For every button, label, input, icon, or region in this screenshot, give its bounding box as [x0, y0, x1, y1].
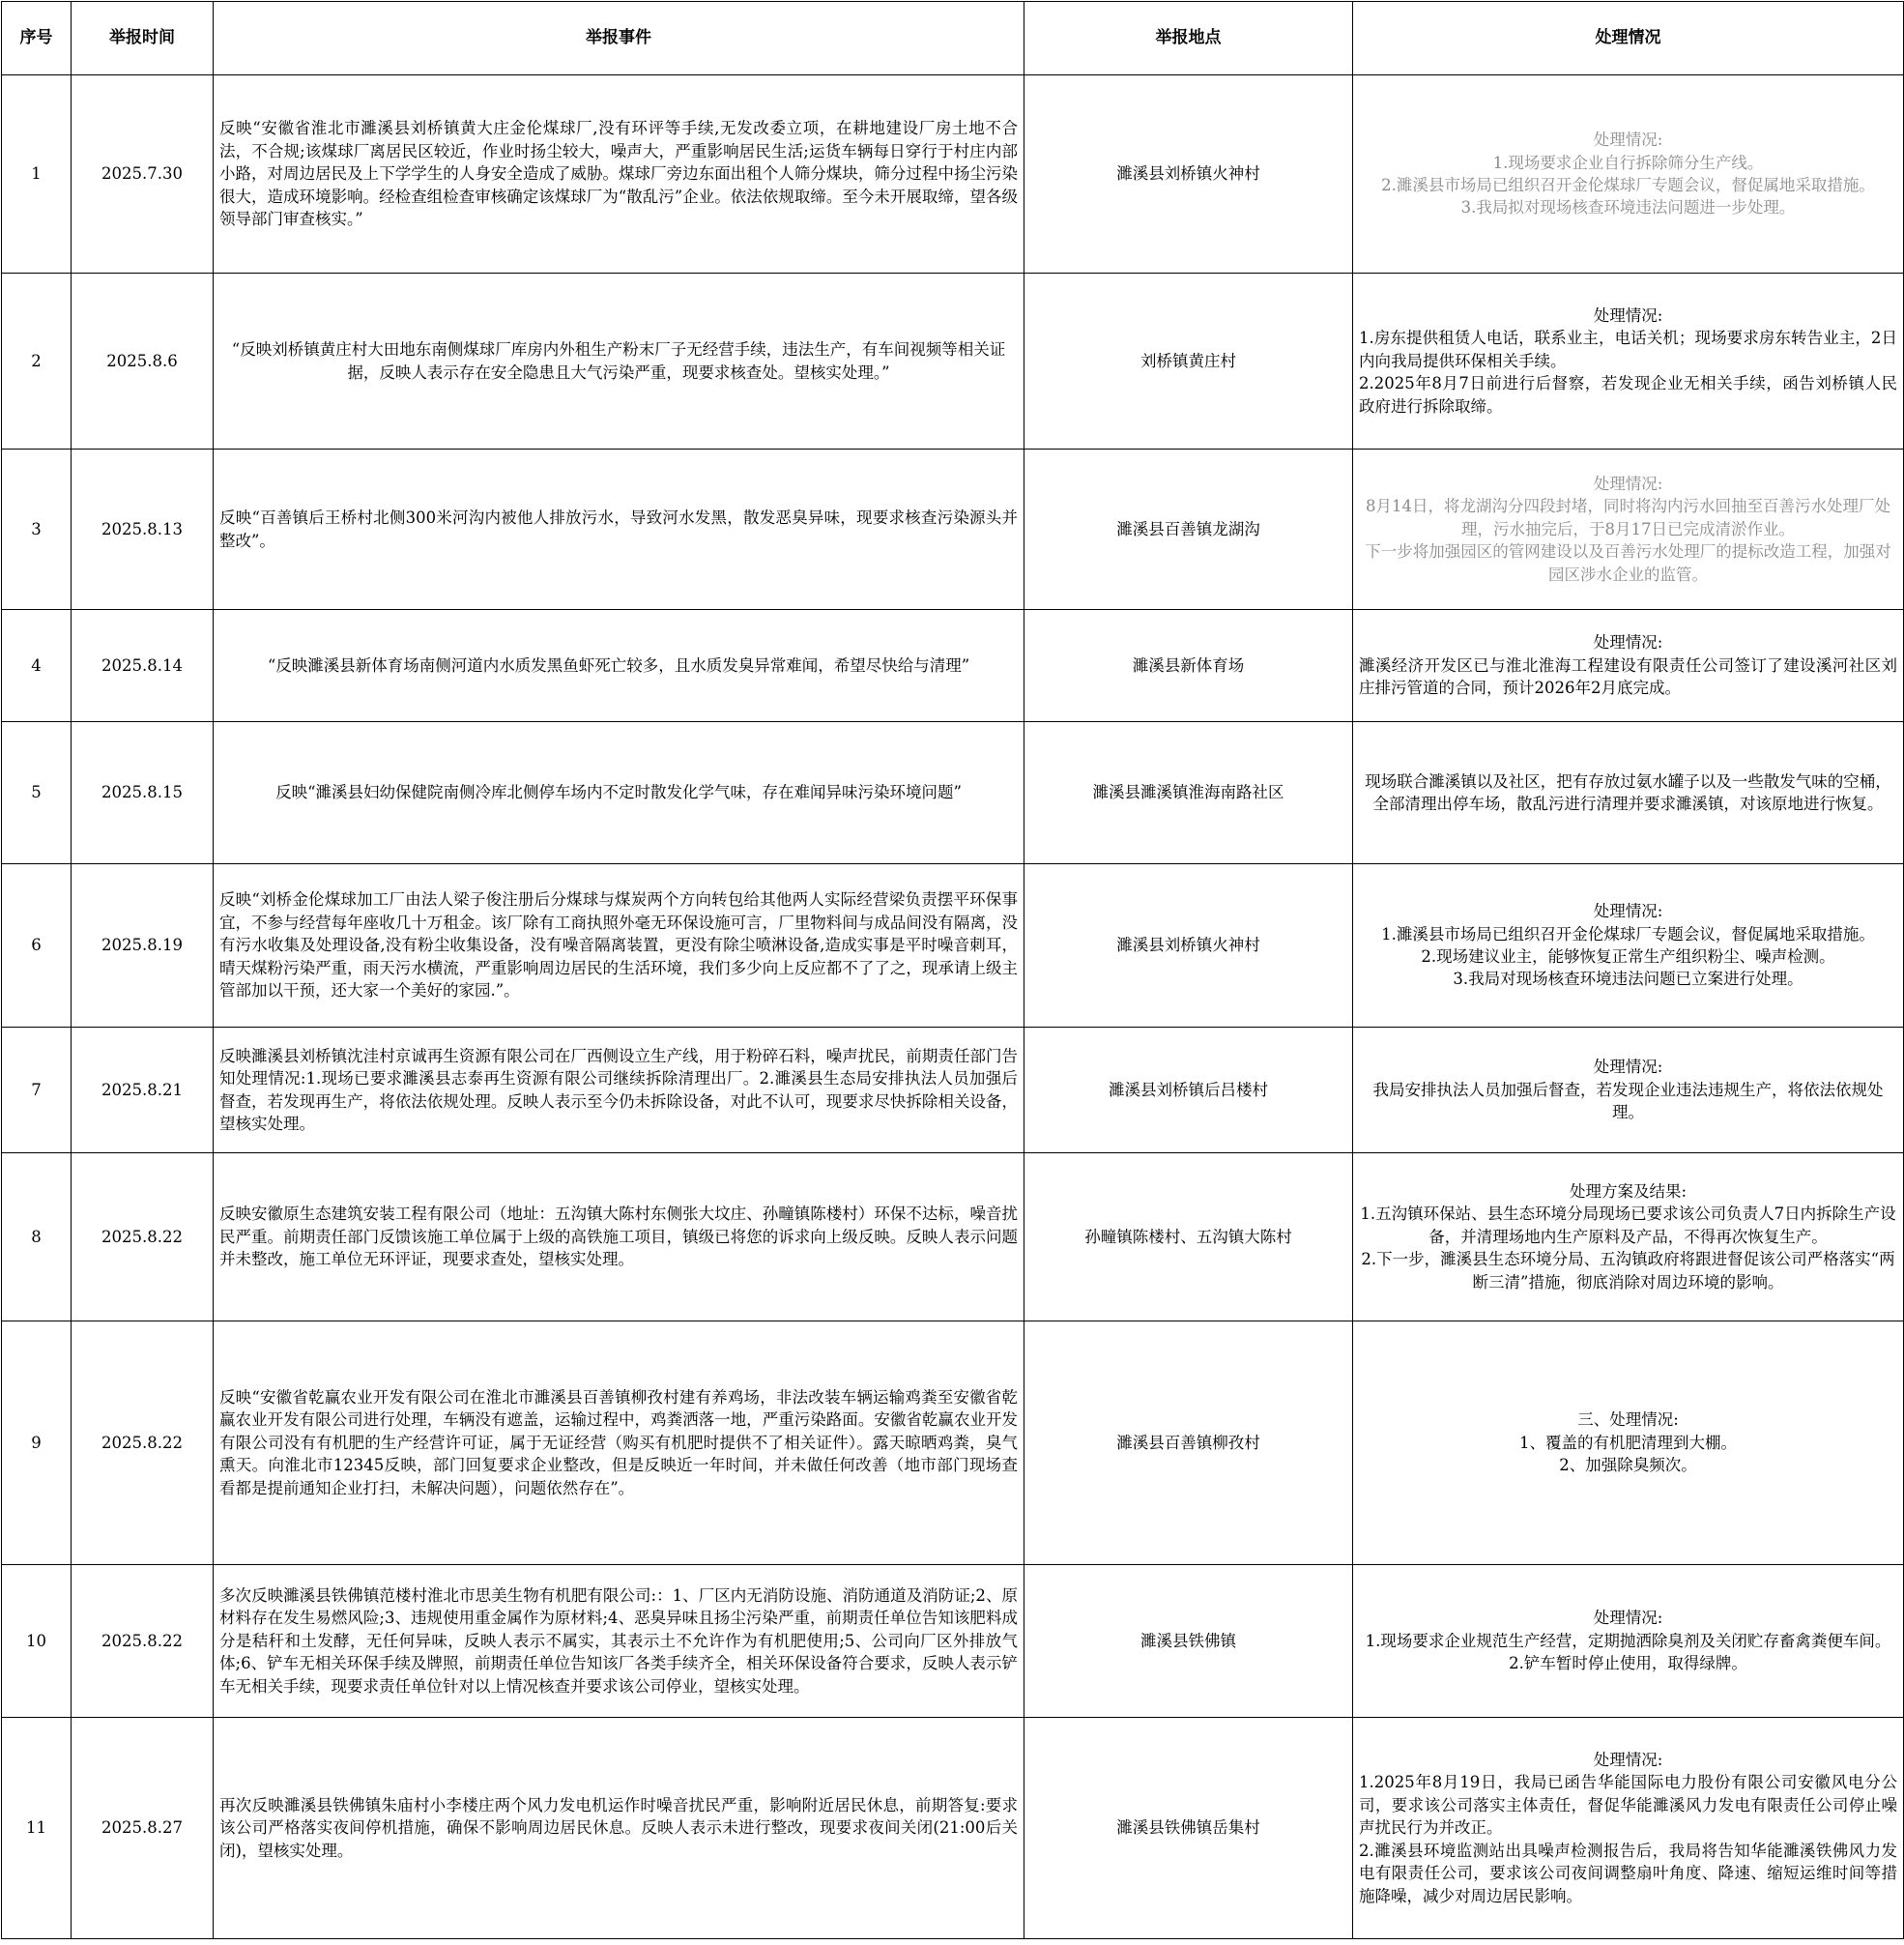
row-time: 2025.8.19	[72, 864, 214, 1028]
handling-line: 现场联合濉溪镇以及社区，把有存放过氨水罐子以及一些散发气味的空桶，全部清理出停车场，散乱污进行清理并要求濉溪镇，对该原地进行恢复。	[1365, 771, 1891, 813]
row-seq: 5	[2, 722, 72, 864]
row-event: 反映“百善镇后王桥村北侧300米河沟内被他人排放污水，导致河水发黑，散发恶臭异味，现要求核查污染源头并整改”。	[214, 450, 1024, 610]
handling-line: 8月14日，将龙湖沟分四段封堵，同时将沟内污水回抽至百善污水处理厂处理，污水抽完后，于8月17日已完成清淤作业。	[1366, 497, 1890, 538]
row-seq: 2	[2, 274, 72, 450]
row-time: 2025.8.14	[72, 610, 214, 722]
row-handling	[1353, 1028, 1904, 1153]
handling-line: 2.濉溪县环境监测站出具噪声检测报告后，我局将告知华能濉溪铁佛风力发电有限责任公司，要求该公司夜间调整扇叶角度、降速、缩短运维时间等措施降噪，减少对周边居民影响。	[1359, 1841, 1897, 1905]
row-location: 濉溪县濉溪镇淮海南路社区	[1024, 722, 1353, 864]
header-seq: 序号	[2, 2, 72, 75]
row-location: 濉溪县刘桥镇后吕楼村	[1024, 1028, 1353, 1153]
handling-line: 三、处理情况:	[1577, 1410, 1679, 1430]
row-seq: 10	[2, 1565, 72, 1718]
row-event: 反映“安徽省乾赢农业开发有限公司在淮北市濉溪县百善镇柳孜村建有养鸡场，非法改装车辆运输鸡粪至安徽省乾赢农业开发有限公司进行处理，车辆没有遮盖，运输过程中，鸡粪洒落一地，严重污染路面。安徽省乾赢农业开发有限公司没有有机肥的生产经营许可证，属于无证经营（购买有机肥时提供不了相关证件）。露天晾晒鸡粪，臭气熏天。向淮北市12345反映，部门回复要求企业整改，但是反映近一年时间，并未做任何改善（地市部门现场查看都是提前通知企业打扫，未解决问题），问题依然存在”。	[214, 1321, 1024, 1565]
row-time: 2025.8.13	[72, 450, 214, 610]
handling-line: 处理情况:	[1593, 1751, 1663, 1770]
row-time: 2025.8.22	[72, 1565, 214, 1718]
row-location: 濉溪县百善镇柳孜村	[1024, 1321, 1353, 1565]
row-event: 反映濉溪县刘桥镇沈洼村京诚再生资源有限公司在厂西侧设立生产线，用于粉碎石料，噪声扰民，前期责任部门告知处理情况:1.现场已要求濉溪县志泰再生资源有限公司继续拆除清理出厂。2.濉溪县生态局安排执法人员加强后督查，若发现再生产，将依法依规处理。反映人表示至今仍未拆除设备，对此不认可，现要求尽快拆除相关设备，望核实处理。	[214, 1028, 1024, 1153]
handling-line: 处理情况:	[1593, 474, 1663, 493]
header-time: 举报时间	[72, 2, 214, 75]
handling-line: 处理情况:	[1593, 305, 1663, 325]
handling-line: 1.濉溪县市场局已组织召开金伦煤球厂专题会议，督促属地采取措施。	[1381, 924, 1875, 943]
row-handling	[1353, 1153, 1904, 1321]
handling-line: 2.濉溪县市场局已组织召开金伦煤球厂专题会议，督促属地采取措施。	[1381, 176, 1875, 194]
handling-line: 1.现场要求企业规范生产经营，定期抛洒除臭剂及关闭贮存畜禽粪便车间。	[1365, 1631, 1891, 1650]
handling-line: 1.2025年8月19日，我局已函告华能国际电力股份有限公司安徽风电分公司，要求该公司落实主体责任，督促华能濉溪风力发电有限责任公司停止噪声扰民行为并改正。	[1359, 1773, 1897, 1838]
row-time: 2025.8.22	[72, 1153, 214, 1321]
row-handling	[1353, 450, 1904, 610]
handling-line: 2.铲车暂时停止使用，取得绿牌。	[1509, 1654, 1747, 1673]
table-row	[2, 1321, 1904, 1565]
row-time: 2025.8.21	[72, 1028, 214, 1153]
row-handling	[1353, 610, 1904, 722]
header-location: 举报地点	[1024, 2, 1353, 75]
row-handling	[1353, 864, 1904, 1028]
handling-line: 濉溪经济开发区已与淮北淮海工程建设有限责任公司签订了建设溪河社区刘庄排污管道的合同，预计2026年2月底完成。	[1359, 655, 1897, 698]
handling-line: 下一步将加强园区的管网建设以及百善污水处理厂的提标改造工程，加强对园区涉水企业的监管。	[1365, 542, 1891, 584]
table-row	[2, 1718, 1904, 1939]
row-handling	[1353, 274, 1904, 450]
handling-line: 2、加强除臭频次。	[1559, 1456, 1697, 1475]
row-event: 再次反映濉溪县铁佛镇朱庙村小李楼庄两个风力发电机运作时噪音扰民严重，影响附近居民休息，前期答复:要求该公司严格落实夜间停机措施，确保不影响周边居民休息。反映人表示未进行整改，现要求夜间关闭(21:00后关闭)，望核实处理。	[214, 1718, 1024, 1939]
row-location: 濉溪县刘桥镇火神村	[1024, 864, 1353, 1028]
row-location: 孙疃镇陈楼村、五沟镇大陈村	[1024, 1153, 1353, 1321]
table-row	[2, 75, 1904, 274]
row-seq: 6	[2, 864, 72, 1028]
row-location: 濉溪县刘桥镇火神村	[1024, 75, 1353, 274]
row-handling	[1353, 75, 1904, 274]
handling-line: 1.五沟镇环保站、县生态环境分局现场已要求该公司负责人7日内拆除生产设备，并清理场地内生产原料及产品，不得再次恢复生产。	[1360, 1205, 1896, 1246]
handling-line: 1.现场要求企业自行拆除筛分生产线。	[1492, 153, 1764, 172]
row-event: 反映“濉溪县妇幼保健院南侧冷库北侧停车场内不定时散发化学气味，存在难闻异味污染环境问题”	[214, 722, 1024, 864]
table-row	[2, 722, 1904, 864]
handling-line: 1、覆盖的有机肥清理到大棚。	[1519, 1433, 1737, 1452]
handling-line: 3.我局拟对现场核查环境违法问题进一步处理。	[1460, 198, 1796, 218]
handling-line: 2.下一步，濉溪县生态环境分局、五沟镇政府将跟进督促该公司严格落实“两断三清”措施，彻底消除对周边环境的影响。	[1361, 1250, 1895, 1292]
row-event: 反映“安徽省淮北市濉溪县刘桥镇黄大庄金伦煤球厂,没有环评等手续,无发改委立项，在耕地建设厂房土地不合法，不合规;该煤球厂离居民区较近，作业时扬尘较大，噪声大，严重影响居民生活;运货车辆每日穿行于村庄内部小路，对周边居民及上下学学生的人身安全造成了威胁。煤球厂旁边东面出租个人筛分煤块，筛分过程中扬尘污染很大，造成环境影响。经检查组检查审核确定该煤球厂为“散乱污”企业。依法依规取缔。至今未开展取缔，望各级领导部门审查核实。”	[214, 75, 1024, 274]
row-seq: 9	[2, 1321, 72, 1565]
row-time: 2025.8.15	[72, 722, 214, 864]
row-location: 濉溪县铁佛镇岳集村	[1024, 1718, 1353, 1939]
row-handling	[1353, 1718, 1904, 1939]
row-seq: 3	[2, 450, 72, 610]
handling-line: 处理方案及结果:	[1569, 1181, 1688, 1201]
header-event: 举报事件	[214, 2, 1024, 75]
row-location: 濉溪县铁佛镇	[1024, 1565, 1353, 1718]
row-seq: 8	[2, 1153, 72, 1321]
table-row	[2, 1028, 1904, 1153]
row-seq: 4	[2, 610, 72, 722]
row-location: 濉溪县新体育场	[1024, 610, 1353, 722]
complaint-table	[1, 1, 1904, 1939]
handling-line: 处理情况:	[1593, 902, 1663, 921]
handling-line: 处理情况:	[1593, 633, 1663, 653]
table-row	[2, 1565, 1904, 1718]
row-location: 濉溪县百善镇龙湖沟	[1024, 450, 1353, 610]
table-row	[2, 864, 1904, 1028]
handling-line: 处理情况:	[1593, 131, 1663, 150]
row-event: 多次反映濉溪县铁佛镇范楼村淮北市思美生物有机肥有限公司:：1、厂区内无消防设施、消防通道及消防证;2、原材料存在发生易燃风险;3、违规使用重金属作为原材料;4、恶臭异味且扬尘污染严重，前期责任单位告知该肥料成分是秸秆和土发酵，无任何异味，反映人表示不属实，其表示土不允许作为有机肥使用;5、公司向厂区外排放气体;6、铲车无相关环保手续及牌照，前期责任单位告知该厂各类手续齐全，相关环保设备符合要求，反映人表示铲车无相关手续，现要求责任单位针对以上情况核查并要求该公司停业，望核实处理。	[214, 1565, 1024, 1718]
handling-line: 2.2025年8月7日前进行后督察，若发现企业无相关手续，函告刘桥镇人民政府进行拆除取缔。	[1359, 374, 1897, 416]
handling-line: 我局安排执法人员加强后督查，若发现企业违法违规生产，将依法依规处理。	[1372, 1080, 1884, 1122]
row-handling	[1353, 1565, 1904, 1718]
row-seq: 7	[2, 1028, 72, 1153]
header-row	[2, 2, 1904, 75]
handling-line: 1.房东提供租赁人电话，联系业主，电话关机；现场要求房东转告业主，2日内向我局提供环保相关手续。	[1359, 329, 1897, 370]
table-row	[2, 450, 1904, 610]
handling-line: 处理情况:	[1593, 1609, 1663, 1628]
row-handling	[1353, 1321, 1904, 1565]
row-seq: 11	[2, 1718, 72, 1939]
row-time: 2025.8.22	[72, 1321, 214, 1565]
table-row	[2, 610, 1904, 722]
row-location: 刘桥镇黄庄村	[1024, 274, 1353, 450]
handling-line: 2.现场建议业主，能够恢复正常生产组织粉尘、噪声检测。	[1421, 947, 1835, 966]
row-event: “反映濉溪县新体育场南侧河道内水质发黑鱼虾死亡较多，且水质发臭异常难闻，希望尽快给与清理”	[214, 610, 1024, 722]
row-time: 2025.8.6	[72, 274, 214, 450]
row-event: “反映刘桥镇黄庄村大田地东南侧煤球厂库房内外租生产粉末厂子无经营手续，违法生产，有车间视频等相关证据，反映人表示存在安全隐患且大气污染严重，现要求核查处。望核实处理。”	[214, 274, 1024, 450]
row-event: 反映安徽原生态建筑安装工程有限公司（地址：五沟镇大陈村东侧张大坟庄、孙疃镇陈楼村）环保不达标，噪音扰民严重。前期责任部门反馈该施工单位属于上级的高铁施工项目，镇级已将您的诉求向上级反映。反映人表示问题并未整改，施工单位无环评证，现要求查处，望核实处理。	[214, 1153, 1024, 1321]
handling-line: 3.我局对现场核查环境违法问题已立案进行处理。	[1453, 970, 1803, 989]
table-row	[2, 274, 1904, 450]
row-handling	[1353, 722, 1904, 864]
row-event: 反映“刘桥金伦煤球加工厂由法人梁子俊注册后分煤球与煤炭两个方向转包给其他两人实际经营梁负责摆平环保事宜，不参与经营每年座收几十万租金。该厂除有工商执照外毫无环保设施可言，厂里物料间与成品间没有隔离，没有污水收集及处理设备,没有粉尘收集设备，没有噪音隔离装置，更没有除尘喷淋设备,造成实事是平时噪音刺耳，晴天煤粉污染严重，雨天污水横流，严重影响周边居民的生活环境，我们多少向上反应都不了了之，现承请上级主管部加以干预，还大家一个美好的家园.”。	[214, 864, 1024, 1028]
row-time: 2025.7.30	[72, 75, 214, 274]
row-time: 2025.8.27	[72, 1718, 214, 1939]
header-handling: 处理情况	[1353, 2, 1904, 75]
row-seq: 1	[2, 75, 72, 274]
handling-line: 处理情况:	[1593, 1058, 1663, 1077]
table-row	[2, 1153, 1904, 1321]
